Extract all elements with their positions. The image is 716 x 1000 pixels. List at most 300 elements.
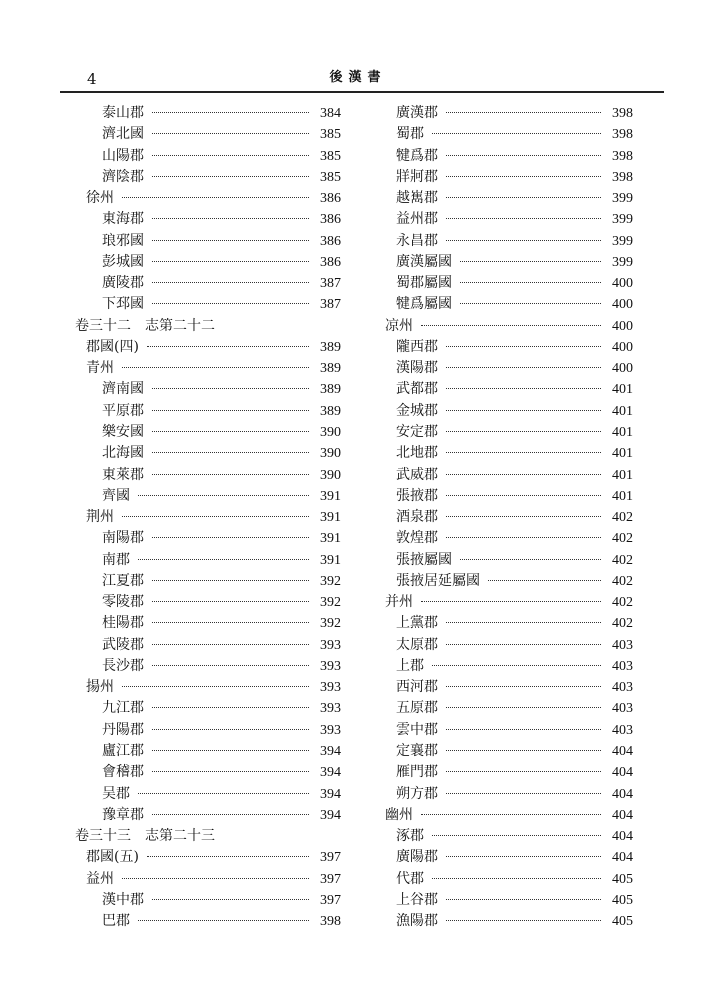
entry-title: 琅邪國 <box>102 232 144 249</box>
entry-page-number: 389 <box>320 403 341 419</box>
entry-title: 郡國(四) <box>86 338 139 355</box>
entry-title: 涿郡 <box>396 828 424 845</box>
toc-entry[interactable] <box>385 528 633 549</box>
entry-title: 酒泉郡 <box>396 509 438 526</box>
toc-entry[interactable] <box>385 379 633 400</box>
entry-title: 凉州 <box>385 317 413 334</box>
toc-entry[interactable] <box>385 911 633 932</box>
entry-page-number: 393 <box>320 658 341 674</box>
entry-page-number: 403 <box>612 722 633 738</box>
dot-leader <box>152 622 309 623</box>
entry-title: 蜀郡屬國 <box>396 275 452 292</box>
entry-title: 丹陽郡 <box>102 721 144 738</box>
entry-title: 安定郡 <box>396 423 438 440</box>
entry-title: 武都郡 <box>396 381 438 398</box>
entry-title: 吴郡 <box>102 785 130 802</box>
toc-entry[interactable] <box>385 103 633 124</box>
dot-leader <box>138 920 309 921</box>
entry-title: 犍爲郡 <box>396 147 438 164</box>
entry-page-number: 392 <box>320 616 341 632</box>
dot-leader <box>432 133 601 134</box>
entry-page-number: 392 <box>320 573 341 589</box>
entry-title: 零陵郡 <box>102 594 144 611</box>
dot-leader <box>432 665 601 666</box>
entry-title: 廣漢屬國 <box>396 253 452 270</box>
toc-entry[interactable] <box>385 358 633 379</box>
volume-number: 卷三十二 <box>75 317 131 334</box>
dot-leader <box>152 133 309 134</box>
dot-leader <box>152 601 309 602</box>
toc-entry[interactable] <box>385 677 633 698</box>
toc-entry[interactable] <box>385 550 633 571</box>
entry-title: 五原郡 <box>396 700 438 717</box>
entry-page-number: 391 <box>320 531 341 547</box>
entry-page-number: 386 <box>320 191 341 207</box>
dot-leader <box>446 495 601 496</box>
entry-page-number: 400 <box>612 361 633 377</box>
volume-heading <box>75 316 341 337</box>
toc-entry[interactable] <box>385 294 633 315</box>
entry-page-number: 403 <box>612 680 633 696</box>
dot-leader <box>152 814 309 815</box>
entry-page-number: 390 <box>320 446 341 462</box>
toc-entry[interactable] <box>75 741 341 762</box>
entry-title: 漁陽郡 <box>396 913 438 930</box>
toc-entry[interactable] <box>75 869 341 890</box>
toc-entry[interactable] <box>75 805 341 826</box>
entry-page-number: 385 <box>320 148 341 164</box>
toc-entry[interactable] <box>385 784 633 805</box>
entry-title: 濟陰郡 <box>102 168 144 185</box>
dot-leader <box>446 516 601 517</box>
toc-right-column <box>385 103 633 932</box>
toc-entry[interactable] <box>385 443 633 464</box>
dot-leader <box>446 474 601 475</box>
toc-entry[interactable] <box>385 465 633 486</box>
entry-page-number: 398 <box>612 148 633 164</box>
dot-leader <box>147 856 309 857</box>
dot-leader <box>122 686 309 687</box>
toc-entry[interactable] <box>75 401 341 422</box>
toc-entry[interactable] <box>385 273 633 294</box>
dot-leader <box>446 452 601 453</box>
toc-entry[interactable] <box>75 337 341 358</box>
entry-page-number: 393 <box>320 680 341 696</box>
toc-entry[interactable] <box>385 422 633 443</box>
toc-entry[interactable] <box>385 826 633 847</box>
dot-leader <box>446 240 601 241</box>
entry-page-number: 403 <box>612 637 633 653</box>
entry-page-number: 393 <box>320 637 341 653</box>
entry-title: 西河郡 <box>396 679 438 696</box>
toc-entry[interactable] <box>75 571 341 592</box>
entry-page-number: 387 <box>320 297 341 313</box>
toc-entry[interactable] <box>75 252 341 273</box>
entry-page-number: 397 <box>320 871 341 887</box>
entry-page-number: 402 <box>612 552 633 568</box>
dot-leader <box>446 346 601 347</box>
toc-entry[interactable] <box>385 486 633 507</box>
toc-entry[interactable] <box>385 401 633 422</box>
toc-entry[interactable] <box>75 550 341 571</box>
toc-entry[interactable] <box>75 422 341 443</box>
entry-title: 平原郡 <box>102 402 144 419</box>
entry-page-number: 400 <box>612 276 633 292</box>
dot-leader <box>152 707 309 708</box>
toc-entry[interactable] <box>385 188 633 209</box>
dot-leader <box>446 197 601 198</box>
entry-page-number: 404 <box>612 829 633 845</box>
entry-title: 益州 <box>86 870 114 887</box>
toc-entry[interactable] <box>385 316 633 337</box>
entry-title: 朔方郡 <box>396 785 438 802</box>
dot-leader <box>152 388 309 389</box>
dot-leader <box>122 367 309 368</box>
entry-page-number: 404 <box>612 850 633 866</box>
entry-page-number: 402 <box>612 595 633 611</box>
entry-title: 犍爲屬國 <box>396 296 452 313</box>
dot-leader <box>446 155 601 156</box>
treatise-number: 志第二十二 <box>145 317 215 334</box>
entry-page-number: 403 <box>612 658 633 674</box>
entry-title: 代郡 <box>396 870 424 887</box>
dot-leader <box>446 899 601 900</box>
dot-leader <box>152 729 309 730</box>
dot-leader <box>152 644 309 645</box>
entry-title: 定襄郡 <box>396 742 438 759</box>
toc-entry[interactable] <box>75 231 341 252</box>
entry-page-number: 397 <box>320 850 341 866</box>
entry-title: 郡國(五) <box>86 849 139 866</box>
entry-page-number: 391 <box>320 510 341 526</box>
entry-page-number: 399 <box>612 191 633 207</box>
entry-title: 豫章郡 <box>102 806 144 823</box>
toc-entry[interactable] <box>75 465 341 486</box>
entry-page-number: 389 <box>320 382 341 398</box>
entry-title: 長沙郡 <box>102 657 144 674</box>
entry-title: 彭城國 <box>102 253 144 270</box>
entry-title: 東海郡 <box>102 211 144 228</box>
entry-page-number: 403 <box>612 701 633 717</box>
dot-leader <box>446 367 601 368</box>
entry-page-number: 398 <box>320 914 341 930</box>
dot-leader <box>152 431 309 432</box>
toc-entry[interactable] <box>75 358 341 379</box>
entry-title: 牂牁郡 <box>396 168 438 185</box>
entry-page-number: 405 <box>612 914 633 930</box>
dot-leader <box>446 410 601 411</box>
toc-entry[interactable] <box>385 698 633 719</box>
entry-title: 濟北國 <box>102 126 144 143</box>
entry-page-number: 401 <box>612 446 633 462</box>
entry-title: 上谷郡 <box>396 891 438 908</box>
entry-page-number: 393 <box>320 701 341 717</box>
entry-title: 徐州 <box>86 190 114 207</box>
dot-leader <box>138 495 309 496</box>
entry-page-number: 393 <box>320 722 341 738</box>
entry-page-number: 387 <box>320 276 341 292</box>
entry-page-number: 390 <box>320 467 341 483</box>
entry-page-number: 401 <box>612 467 633 483</box>
entry-page-number: 401 <box>612 403 633 419</box>
entry-title: 巴郡 <box>102 913 130 930</box>
dot-leader <box>446 112 601 113</box>
entry-title: 漢中郡 <box>102 891 144 908</box>
entry-title: 齊國 <box>102 487 130 504</box>
toc-entry[interactable] <box>75 273 341 294</box>
toc-entry[interactable] <box>385 890 633 911</box>
toc-entry[interactable] <box>385 720 633 741</box>
toc-left-column <box>75 103 341 932</box>
dot-leader <box>152 899 309 900</box>
entry-title: 南陽郡 <box>102 530 144 547</box>
toc-entry[interactable] <box>385 252 633 273</box>
toc-entry[interactable] <box>75 847 341 868</box>
entry-page-number: 402 <box>612 510 633 526</box>
toc-entry[interactable] <box>385 209 633 230</box>
dot-leader <box>446 686 601 687</box>
dot-leader <box>446 388 601 389</box>
entry-page-number: 385 <box>320 169 341 185</box>
entry-page-number: 398 <box>612 169 633 185</box>
entry-page-number: 404 <box>612 743 633 759</box>
entry-page-number: 404 <box>612 786 633 802</box>
entry-title: 廣陵郡 <box>102 275 144 292</box>
toc-entry[interactable] <box>75 784 341 805</box>
dot-leader <box>138 559 309 560</box>
dot-leader <box>152 537 309 538</box>
toc-entry[interactable] <box>75 762 341 783</box>
dot-leader <box>152 410 309 411</box>
toc-entry[interactable] <box>385 337 633 358</box>
dot-leader <box>446 537 601 538</box>
toc-entry[interactable] <box>385 635 633 656</box>
dot-leader <box>152 771 309 772</box>
toc-entry[interactable] <box>75 379 341 400</box>
entry-title: 上黨郡 <box>396 615 438 632</box>
entry-title: 廣陽郡 <box>396 849 438 866</box>
dot-leader <box>446 218 601 219</box>
dot-leader <box>122 878 309 879</box>
dot-leader <box>488 580 601 581</box>
dot-leader <box>152 303 309 304</box>
toc-entry[interactable] <box>75 507 341 528</box>
volume-number: 卷三十三 <box>75 828 131 845</box>
entry-page-number: 401 <box>612 424 633 440</box>
toc-entry[interactable] <box>75 146 341 167</box>
treatise-number: 志第二十三 <box>145 828 215 845</box>
entry-title: 樂安國 <box>102 423 144 440</box>
entry-title: 南郡 <box>102 551 130 568</box>
entry-page-number: 391 <box>320 552 341 568</box>
dot-leader <box>152 176 309 177</box>
entry-title: 下邳國 <box>102 296 144 313</box>
volume-heading <box>75 826 341 847</box>
dot-leader <box>152 452 309 453</box>
dot-leader <box>460 303 601 304</box>
entry-title: 江夏郡 <box>102 572 144 589</box>
entry-page-number: 401 <box>612 382 633 398</box>
entry-title: 武陵郡 <box>102 636 144 653</box>
entry-page-number: 401 <box>612 488 633 504</box>
toc-entry[interactable] <box>75 720 341 741</box>
dot-leader <box>432 878 601 879</box>
toc-entry[interactable] <box>75 124 341 145</box>
entry-title: 桂陽郡 <box>102 615 144 632</box>
entry-page-number: 402 <box>612 573 633 589</box>
dot-leader <box>446 431 601 432</box>
toc-entry[interactable] <box>75 294 341 315</box>
dot-leader <box>446 793 601 794</box>
entry-title: 越嶲郡 <box>396 190 438 207</box>
entry-title: 北地郡 <box>396 445 438 462</box>
toc-entry[interactable] <box>75 635 341 656</box>
dot-leader <box>446 729 601 730</box>
toc-entry[interactable] <box>75 890 341 911</box>
entry-page-number: 405 <box>612 871 633 887</box>
entry-page-number: 404 <box>612 765 633 781</box>
dot-leader <box>446 920 601 921</box>
entry-page-number: 400 <box>612 339 633 355</box>
toc-entry[interactable] <box>75 677 341 698</box>
dot-leader <box>152 665 309 666</box>
entry-title: 蜀郡 <box>396 126 424 143</box>
entry-page-number: 386 <box>320 233 341 249</box>
page-number: 4 <box>87 70 97 88</box>
entry-title: 揚州 <box>86 679 114 696</box>
entry-page-number: 398 <box>612 106 633 121</box>
entry-page-number: 402 <box>612 616 633 632</box>
dot-leader <box>446 622 601 623</box>
entry-title: 武威郡 <box>396 466 438 483</box>
toc-entry[interactable] <box>75 167 341 188</box>
toc-entry[interactable] <box>385 507 633 528</box>
entry-title: 東萊郡 <box>102 466 144 483</box>
dot-leader <box>152 474 309 475</box>
entry-page-number: 390 <box>320 424 341 440</box>
toc-entry[interactable] <box>385 571 633 592</box>
dot-leader <box>152 155 309 156</box>
entry-title: 張掖居延屬國 <box>396 572 480 589</box>
toc-entry[interactable] <box>385 656 633 677</box>
entry-title: 隴西郡 <box>396 338 438 355</box>
entry-page-number: 386 <box>320 212 341 228</box>
dot-leader <box>152 580 309 581</box>
dot-leader <box>138 793 309 794</box>
entry-page-number: 400 <box>612 318 633 334</box>
toc-entry[interactable] <box>385 805 633 826</box>
dot-leader <box>421 601 601 602</box>
entry-page-number: 399 <box>612 212 633 228</box>
entry-title: 幽州 <box>385 806 413 823</box>
entry-page-number: 399 <box>612 233 633 249</box>
entry-page-number: 389 <box>320 339 341 355</box>
entry-page-number: 394 <box>320 786 341 802</box>
entry-title: 雲中郡 <box>396 721 438 738</box>
toc-entry[interactable] <box>385 124 633 145</box>
toc-entry[interactable] <box>75 528 341 549</box>
entry-title: 張掖郡 <box>396 487 438 504</box>
toc-entry[interactable] <box>75 443 341 464</box>
dot-leader <box>432 835 601 836</box>
toc-entry[interactable] <box>75 486 341 507</box>
entry-title: 泰山郡 <box>102 105 144 121</box>
toc-entry[interactable] <box>75 103 341 124</box>
toc-entry[interactable] <box>385 592 633 613</box>
dot-leader <box>460 559 601 560</box>
entry-page-number: 385 <box>320 127 341 143</box>
entry-page-number: 394 <box>320 807 341 823</box>
entry-page-number: 384 <box>320 106 341 121</box>
toc-entry[interactable] <box>385 869 633 890</box>
dot-leader <box>152 261 309 262</box>
toc-entry[interactable] <box>75 698 341 719</box>
toc-entry[interactable] <box>385 741 633 762</box>
dot-leader <box>152 240 309 241</box>
entry-title: 青州 <box>86 360 114 377</box>
entry-title: 會稽郡 <box>102 764 144 781</box>
entry-title: 益州郡 <box>396 211 438 228</box>
entry-title: 雁門郡 <box>396 764 438 781</box>
toc-entry[interactable] <box>385 146 633 167</box>
entry-title: 上郡 <box>396 657 424 674</box>
entry-title: 北海國 <box>102 445 144 462</box>
dot-leader <box>421 814 601 815</box>
dot-leader <box>446 750 601 751</box>
dot-leader <box>152 282 309 283</box>
entry-title: 太原郡 <box>396 636 438 653</box>
toc-entry[interactable] <box>385 762 633 783</box>
dot-leader <box>152 750 309 751</box>
dot-leader <box>446 644 601 645</box>
toc-entry[interactable] <box>385 847 633 868</box>
entry-page-number: 402 <box>612 531 633 547</box>
toc-entry[interactable] <box>75 592 341 613</box>
entry-title: 敦煌郡 <box>396 530 438 547</box>
entry-title: 荆州 <box>86 509 114 526</box>
entry-page-number: 398 <box>612 127 633 143</box>
entry-title: 山陽郡 <box>102 147 144 164</box>
toc-entry[interactable] <box>75 209 341 230</box>
entry-title: 永昌郡 <box>396 232 438 249</box>
toc-entry[interactable] <box>75 613 341 634</box>
toc-entry[interactable] <box>75 656 341 677</box>
dot-leader <box>152 218 309 219</box>
dot-leader <box>122 197 309 198</box>
dot-leader <box>460 282 601 283</box>
dot-leader <box>421 325 601 326</box>
dot-leader <box>147 346 309 347</box>
dot-leader <box>152 112 309 113</box>
entry-page-number: 404 <box>612 807 633 823</box>
toc-entry[interactable] <box>75 911 341 932</box>
toc-entry[interactable] <box>75 188 341 209</box>
dot-leader <box>446 771 601 772</box>
entry-page-number: 394 <box>320 743 341 759</box>
toc-entry[interactable] <box>385 613 633 634</box>
entry-page-number: 399 <box>612 254 633 270</box>
entry-title: 漢陽郡 <box>396 360 438 377</box>
dot-leader <box>446 176 601 177</box>
entry-page-number: 405 <box>612 892 633 908</box>
entry-title: 廬江郡 <box>102 742 144 759</box>
entry-title: 濟南國 <box>102 381 144 398</box>
toc-entry[interactable] <box>385 167 633 188</box>
toc-entry[interactable] <box>385 231 633 252</box>
entry-title: 金城郡 <box>396 402 438 419</box>
running-title: 後漢書 <box>329 70 387 85</box>
entry-page-number: 397 <box>320 892 341 908</box>
